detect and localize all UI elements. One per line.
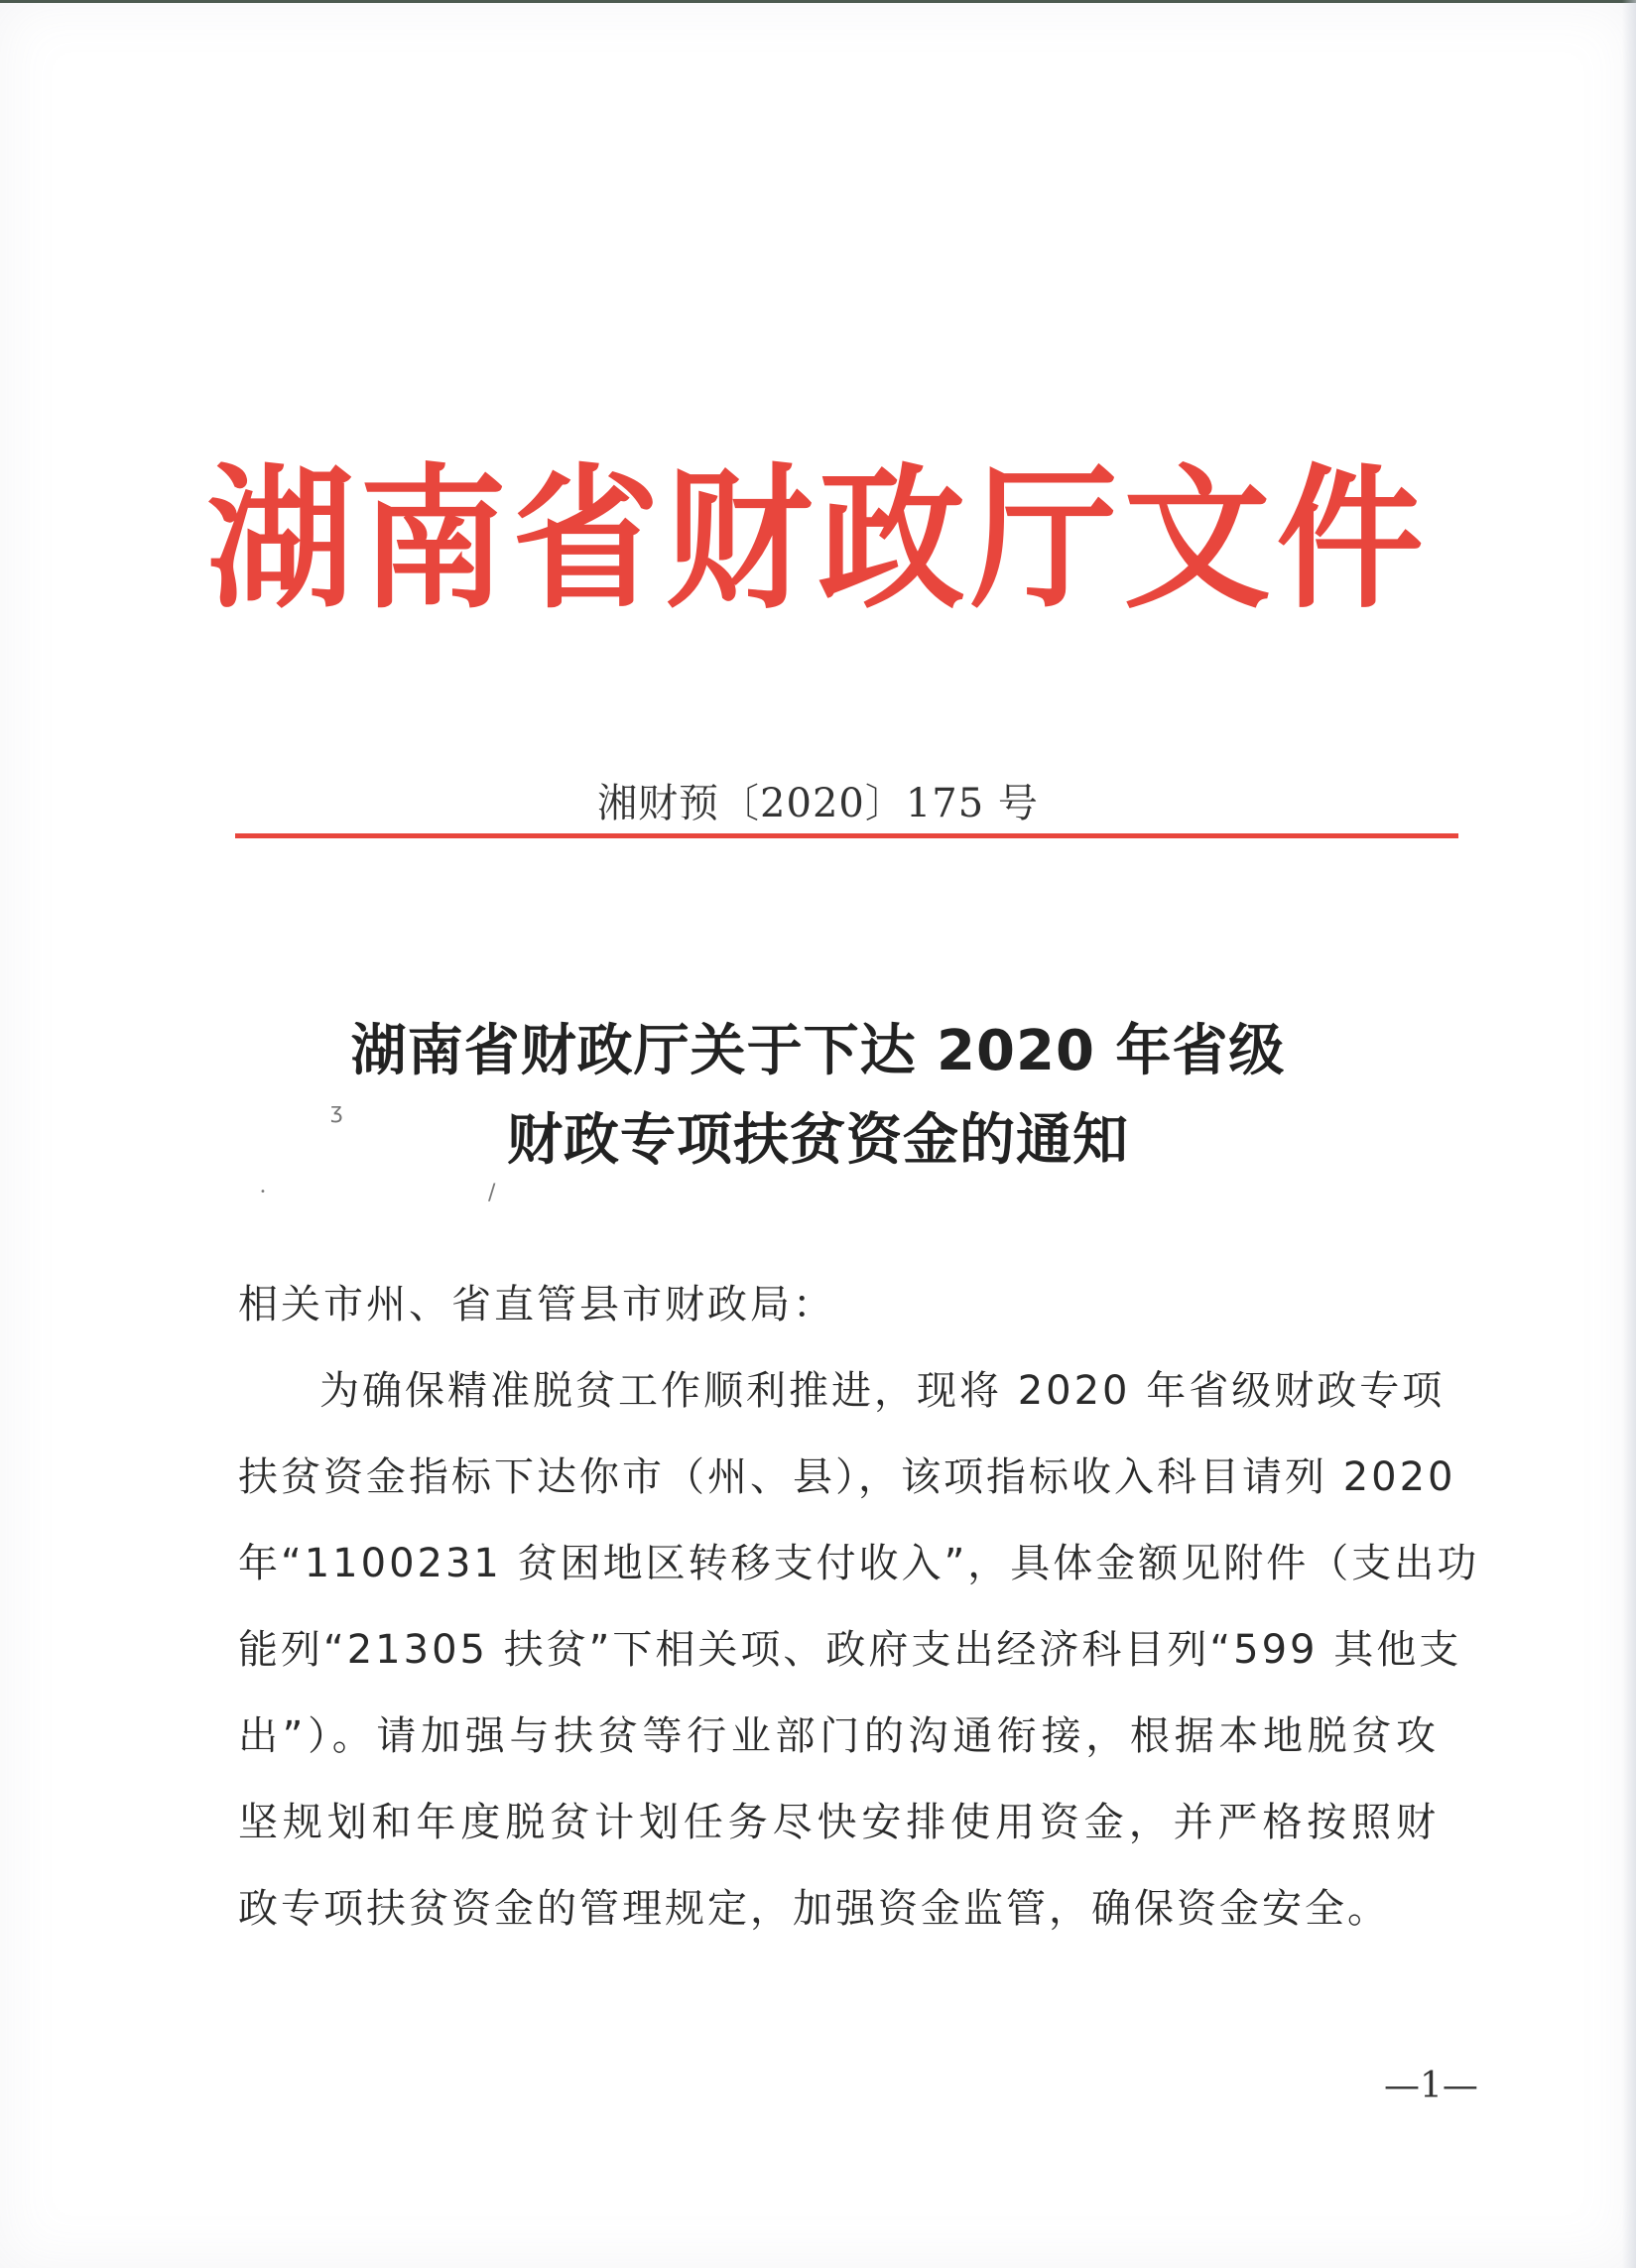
document-number: 湘财预〔2020〕175 号	[597, 781, 1039, 826]
page-number: —1—	[1384, 2066, 1478, 2106]
scan-speck: /	[488, 1181, 496, 1205]
body-paragraph-line: 坚规划和年度脱贫计划任务尽快安排使用资金，并严格按照财	[238, 1800, 1439, 1845]
body-paragraph-line: 出”）。请加强与扶贫等行业部门的沟通衔接，根据本地脱贫攻	[238, 1713, 1439, 1759]
scan-edge-top	[0, 0, 1636, 3]
body-paragraph-line: 扶贫资金指标下达你市（州、县），该项指标收入科目请列 2020	[238, 1454, 1456, 1500]
salutation: 相关市州、省直管县市财政局：	[238, 1282, 835, 1327]
body-paragraph-line: 为确保精准脱贫工作顺利推进，现将 2020 年省级财政专项	[319, 1368, 1446, 1414]
masthead-title: 湖南省财政厅文件	[206, 449, 1430, 630]
red-separator-line	[235, 833, 1458, 838]
body-paragraph-line: 年“1100231 贫困地区转移支付收入”，具体金额见附件（支出功	[238, 1541, 1480, 1586]
document-title-line-2: 财政专项扶贫资金的通知	[507, 1108, 1129, 1173]
scan-speck: ʒ	[330, 1099, 343, 1124]
document-title-line-1: 湖南省财政厅关于下达 2020 年省级	[350, 1019, 1286, 1083]
scan-speck: •	[260, 1187, 266, 1197]
body-paragraph-line: 政专项扶贫资金的管理规定，加强资金监管，确保资金安全。	[238, 1886, 1390, 1932]
body-paragraph-line: 能列“21305 扶贫”下相关项、政府支出经济科目列“599 其他支	[238, 1627, 1462, 1673]
